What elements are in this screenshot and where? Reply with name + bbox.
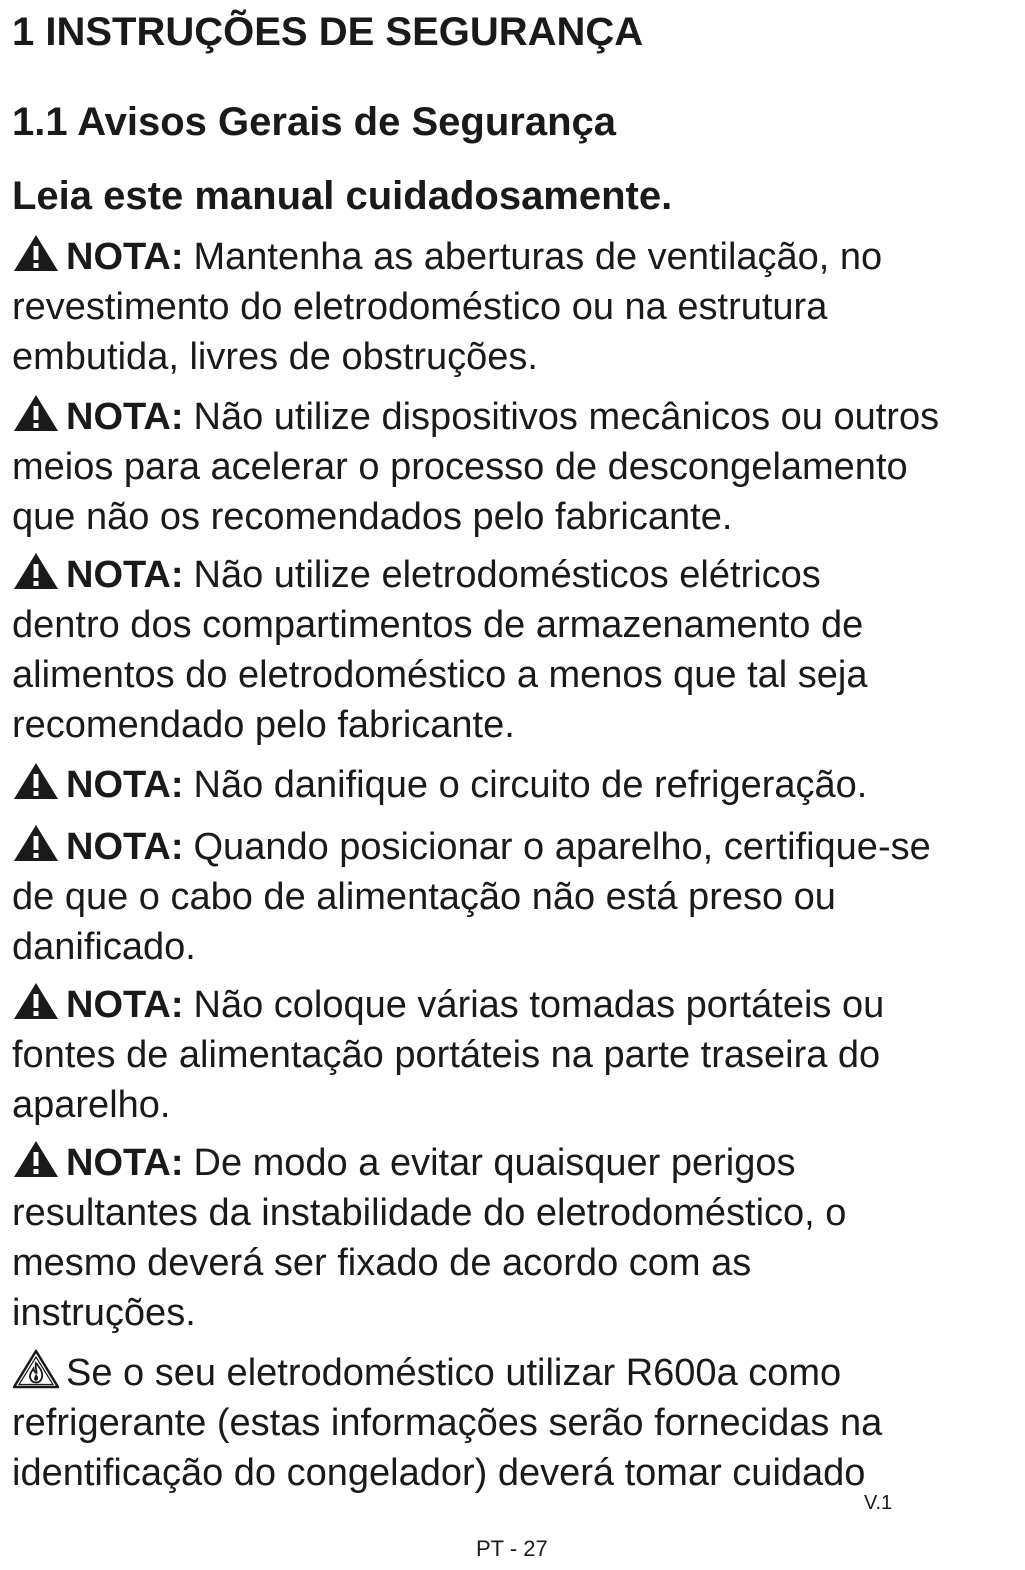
note-text: De modo a evitar quaisquer perigos bbox=[193, 1142, 796, 1184]
note-text: alimentos do eletrodoméstico a menos que tal seja bbox=[12, 654, 868, 696]
note-text: dentro dos compartimentos de armazenamento de bbox=[12, 604, 864, 646]
section-heading: 1.1 Avisos Gerais de Segurança bbox=[12, 100, 617, 144]
warning-icon bbox=[12, 233, 60, 273]
warning-icon bbox=[12, 551, 60, 591]
page-heading: 1 INSTRUÇÕES DE SEGURANÇA bbox=[12, 10, 644, 54]
warning-icon bbox=[12, 393, 60, 433]
note-text: Mantenha as aberturas de ventilação, no bbox=[193, 236, 883, 278]
flammable-warning-icon bbox=[12, 1349, 60, 1389]
note-label: NOTA: bbox=[66, 826, 184, 868]
note-text: Não utilize eletrodomésticos elétricos bbox=[193, 554, 821, 596]
note-text: danificado. bbox=[12, 926, 196, 968]
note-label: NOTA: bbox=[66, 396, 184, 438]
warning-icon bbox=[12, 761, 60, 801]
safety-note bbox=[12, 760, 1022, 810]
lead-text: Leia este manual cuidadosamente. bbox=[12, 174, 673, 218]
safety-note bbox=[12, 232, 1022, 382]
warning-icon bbox=[12, 981, 60, 1021]
note-text: embutida, livres de obstruções. bbox=[12, 336, 538, 378]
note-text: instruções. bbox=[12, 1292, 196, 1334]
note-text: refrigerante (estas informações serão fornecidas na bbox=[12, 1402, 883, 1444]
note-text: que não os recomendados pelo fabricante. bbox=[12, 496, 733, 538]
safety-note bbox=[12, 392, 1022, 542]
note-text: Se o seu eletrodoméstico utilizar R600a como bbox=[66, 1352, 842, 1394]
note-text: recomendado pelo fabricante. bbox=[12, 704, 515, 746]
warning-icon bbox=[12, 823, 60, 863]
version-label: V.1 bbox=[864, 1492, 893, 1514]
note-text: Quando posicionar o aparelho, certifique-se bbox=[193, 826, 931, 868]
safety-note bbox=[12, 550, 1022, 750]
note-label: NOTA: bbox=[66, 1142, 184, 1184]
note-text: meios para acelerar o processo de descongelamento bbox=[12, 446, 908, 488]
note-text: de que o cabo de alimentação não está preso ou bbox=[12, 876, 836, 918]
note-text: Não coloque várias tomadas portáteis ou bbox=[193, 984, 885, 1026]
note-label: NOTA: bbox=[66, 984, 184, 1026]
note-text: revestimento do eletrodoméstico ou na estrutura bbox=[12, 286, 828, 328]
warning-icon bbox=[12, 1139, 60, 1179]
note-label: NOTA: bbox=[66, 236, 184, 278]
note-text: Não utilize dispositivos mecânicos ou outros bbox=[193, 396, 940, 438]
flammable-note bbox=[12, 1348, 1022, 1498]
note-text: mesmo deverá ser fixado de acordo com as bbox=[12, 1242, 752, 1284]
safety-note bbox=[12, 1138, 1022, 1338]
note-text: aparelho. bbox=[12, 1084, 171, 1126]
note-label: NOTA: bbox=[66, 764, 184, 806]
note-label: NOTA: bbox=[66, 554, 184, 596]
note-text: fontes de alimentação portáteis na parte traseira do bbox=[12, 1034, 881, 1076]
note-text: Não danifique o circuito de refrigeração. bbox=[193, 764, 868, 806]
note-text: resultantes da instabilidade do eletrodoméstico, o bbox=[12, 1192, 847, 1234]
page-number: PT - 27 bbox=[476, 1536, 548, 1561]
safety-note bbox=[12, 822, 1022, 972]
safety-note bbox=[12, 980, 1022, 1130]
note-text: identificação do congelador) deverá tomar cuidado bbox=[12, 1452, 866, 1494]
